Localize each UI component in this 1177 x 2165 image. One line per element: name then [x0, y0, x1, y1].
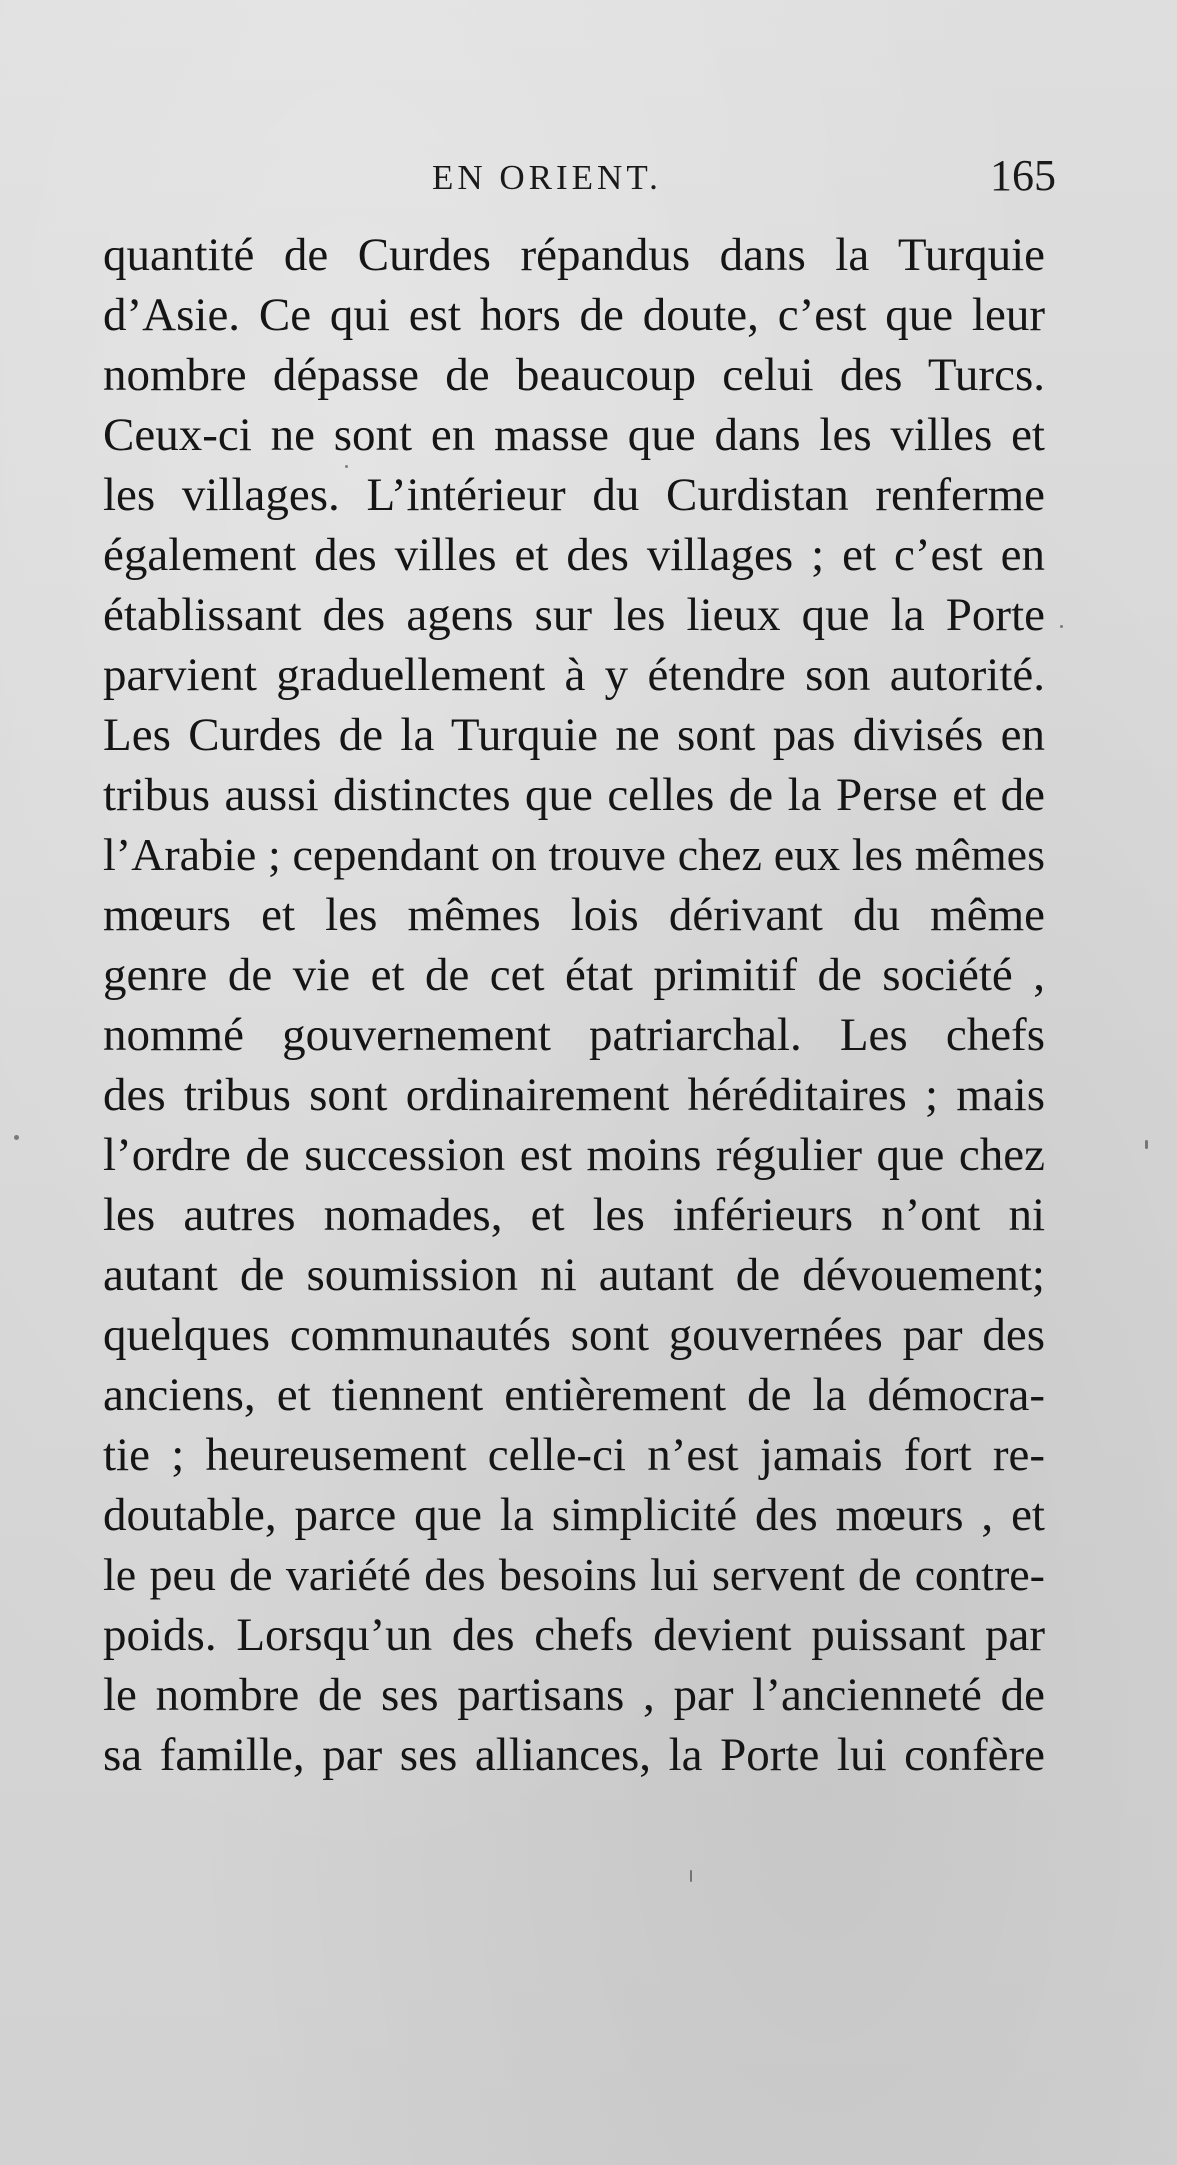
text-line: autant de soumission ni autant de dévouement; — [103, 1249, 1045, 1301]
text-line: Ceux-ci ne sont en masse que dans les villes et — [103, 409, 1045, 461]
text-line: mœurs et les mêmes lois dérivant du même — [103, 889, 1045, 941]
text-line: anciens, et tiennent entièrement de la démocra- — [103, 1369, 1045, 1421]
text-line: parvient graduellement à y étendre son autorité. — [103, 649, 1045, 701]
running-title: EN ORIENT. — [432, 158, 662, 197]
text-line: l’ordre de succession est moins régulier que chez — [103, 1129, 1045, 1181]
text-line: nombre dépasse de beaucoup celui des Turcs. — [103, 349, 1045, 401]
page-number: 165 — [990, 151, 1056, 200]
body-text — [103, 225, 1045, 1785]
text-line: nommé gouvernement patriarchal. Les chefs — [103, 1009, 1045, 1061]
text-line: genre de vie et de cet état primitif de société , — [103, 949, 1045, 1001]
paper-speck — [1145, 1140, 1148, 1149]
text-line: quelques communautés sont gouvernées par des — [103, 1309, 1045, 1361]
text-line: tie ; heureusement celle-ci n’est jamais fort re- — [103, 1429, 1045, 1481]
text-line: également des villes et des villages ; et c’est en — [103, 529, 1045, 581]
running-head — [0, 151, 1177, 208]
text-line: quantité de Curdes répandus dans la Turquie — [103, 229, 1045, 281]
text-line: doutable, parce que la simplicité des mœurs , et — [103, 1489, 1045, 1541]
text-line: des tribus sont ordinairement héréditaires ; mais — [103, 1069, 1045, 1121]
text-line: les villages. L’intérieur du Curdistan renferme — [103, 469, 1045, 521]
paper-speck — [1060, 625, 1063, 628]
paper-speck — [690, 1870, 692, 1882]
text-line: établissant des agens sur les lieux que la Porte — [103, 589, 1045, 641]
text-line: Les Curdes de la Turquie ne sont pas divisés en — [103, 709, 1045, 761]
text-line: le peu de variété des besoins lui servent de contre- — [103, 1549, 1045, 1600]
text-line: sa famille, par ses alliances, la Porte lui confère — [103, 1729, 1045, 1781]
paper-speck — [14, 1135, 19, 1140]
text-line: poids. Lorsqu’un des chefs devient puissant par — [103, 1609, 1045, 1661]
text-line: l’Arabie ; cependant on trouve chez eux les mêmes — [103, 829, 1045, 880]
text-line: les autres nomades, et les inférieurs n’ont ni — [103, 1189, 1045, 1241]
text-line: d’Asie. Ce qui est hors de doute, c’est que leur — [103, 289, 1045, 341]
text-line: tribus aussi distinctes que celles de la Perse et de — [103, 769, 1045, 821]
text-line: le nombre de ses partisans , par l’ancienneté de — [103, 1669, 1045, 1721]
paper-speck — [345, 465, 348, 468]
